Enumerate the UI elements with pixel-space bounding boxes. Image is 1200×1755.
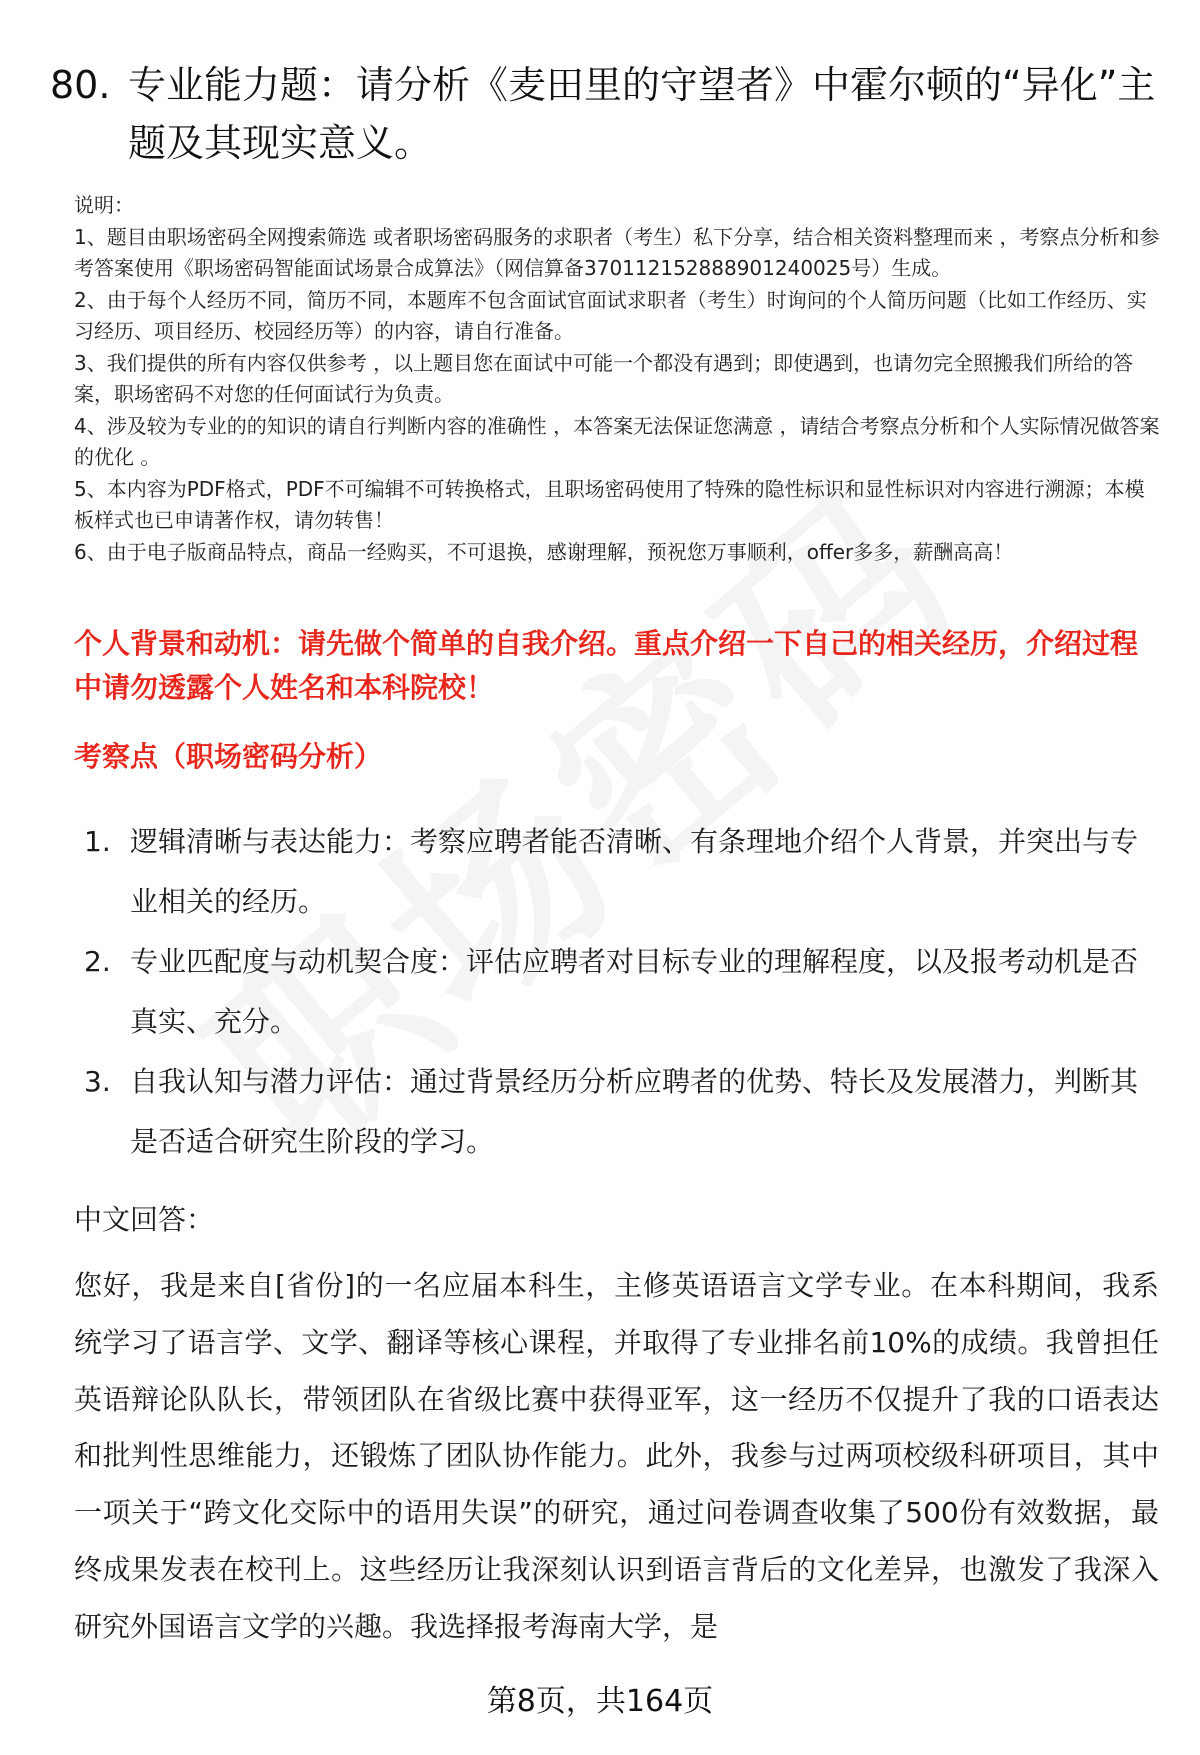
assessment-points	[84, 812, 1164, 1172]
question-number: 80.	[50, 63, 111, 107]
question-title	[50, 56, 1160, 172]
note-item: 1、题目由职场密码全网搜索筛选 或者职场密码服务的求职者（考生）私下分享，结合相关资料整理而来 ，考察点分析和参考答案使用《职场密码智能面试场景合成算法》（网信算备370112152888901240025号）生成。	[74, 224, 1160, 280]
point-number: 1.	[84, 825, 111, 858]
point-number: 3.	[84, 1065, 111, 1098]
note-item: 2、由于每个人经历不同，简历不同，本题库不包含面试官面试求职者（考生）时询问的个人简历问题（比如工作经历、实习经历、项目经历、校园经历等）的内容，请自行准备。	[74, 287, 1147, 343]
point-text: 自我认知与潜力评估：通过背景经历分析应聘者的优势、特长及发展潜力，判断其是否适合研究生阶段的学习。	[130, 1065, 1139, 1158]
list-item	[84, 1052, 1164, 1172]
answer-paragraph: 您好，我是来自[省份]的一名应届本科生，主修英语语言文学专业。在本科期间，我系统学习了语言学、文学、翻译等核心课程，并取得了专业排名前10%的成绩。我曾担任英语辩论队队长，带领团队在省级比赛中获得亚军，这一经历不仅提升了我的口语表达和批判性思维能力，还锻炼了团队协作能力。此外，我参与过两项校级科研项目，其中一项关于“跨文化交际中的语用失误”的研究，通过问卷调查收集了500份有效数据，最终成果发表在校刊上。这些经历让我深刻认识到语言背后的文化差异，也激发了我深入研究外国语言文学的兴趣。我选择报考海南大学，是	[74, 1269, 1159, 1643]
notes-block	[74, 190, 1164, 568]
point-number: 2.	[84, 945, 111, 978]
note-item: 3、我们提供的所有内容仅供参考 ，以上题目您在面试中可能一个都没有遇到；即使遇到，也请勿完全照搬我们所给的答案，职场密码不对您的任何面试行为负责。	[74, 350, 1134, 406]
point-text: 逻辑清晰与表达能力：考察应聘者能否清晰、有条理地介绍个人背景，并突出与专业相关的经历。	[130, 825, 1139, 918]
note-item: 6、由于电子版商品特点，商品一经购买，不可退换，感谢理解，预祝您万事顺利，offer多多，薪酬高高！	[74, 539, 1014, 564]
list-item	[84, 812, 1164, 932]
page-footer: 第8页，共164页	[486, 1684, 714, 1719]
section-heading: 考察点（职场密码分析）	[74, 740, 383, 773]
point-text: 专业匹配度与动机契合度：评估应聘者对目标专业的理解程度，以及报考动机是否真实、充分。	[130, 945, 1139, 1038]
interview-prompt: 个人背景和动机：请先做个简单的自我介绍。重点介绍一下自己的相关经历，介绍过程中请勿透露个人姓名和本科院校！	[74, 627, 1139, 704]
list-item	[84, 932, 1164, 1052]
notes-heading: 说明：	[74, 193, 134, 217]
answer-label: 中文回答：	[74, 1203, 215, 1236]
answer-body	[74, 1258, 1159, 1656]
note-item: 4、涉及较为专业的的知识的请自行判断内容的准确性 ，本答案无法保证您满意 ，请结合考察点分析和个人实际情况做答案的优化 。	[74, 413, 1160, 469]
question-text: 专业能力题：请分析《麦田里的守望者》中霍尔顿的“异化”主题及其现实意义。	[128, 63, 1156, 165]
note-item: 5、本内容为PDF格式，PDF不可编辑不可转换格式，且职场密码使用了特殊的隐性标识和显性标识对内容进行溯源；本模板样式也已申请著作权，请勿转售！	[74, 476, 1145, 532]
